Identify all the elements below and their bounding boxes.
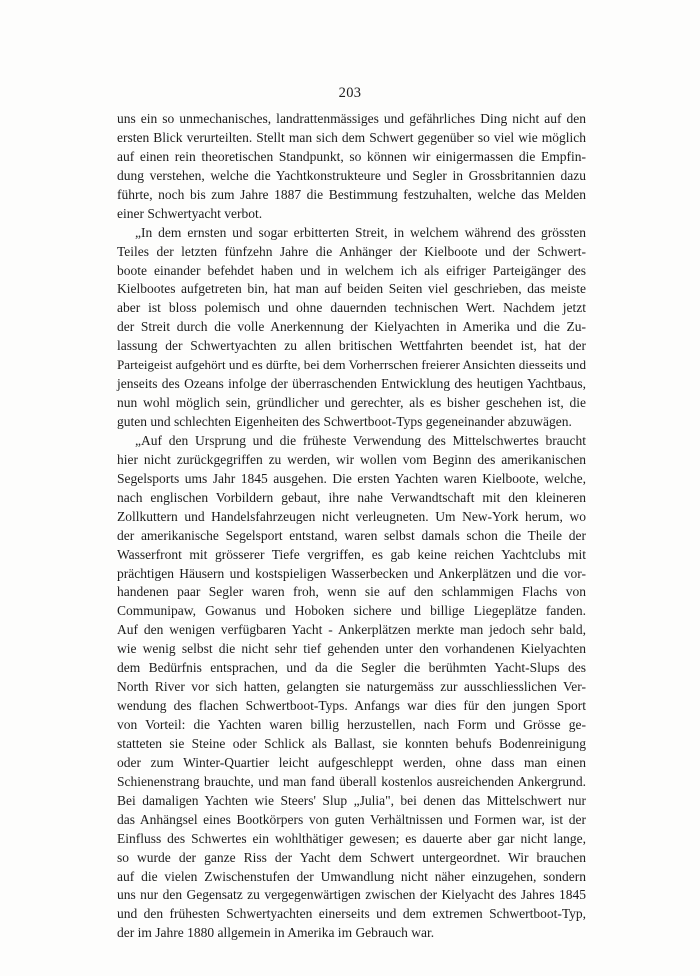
text-line: wie wenig selbst die nicht sehr tief gehenden unter den vorhandenen Kielyachten xyxy=(117,641,586,657)
text-line: Schienenstrang brauchte, und man fand überall kostenlos ausreichenden Ankergrund. xyxy=(117,773,586,789)
text-line: der im Jahre 1880 allgemein in Amerika im Gebrauch war. xyxy=(117,925,435,941)
text-line: Communipaw, Gowanus und Hoboken sichere und billige Liegeplätze fanden. xyxy=(117,603,586,619)
text-line: der Streit durch die volle Anerkennung der Kielyachten in Amerika und die Zu- xyxy=(117,319,586,335)
text-line: nach englischen Vorbildern gebaut, ihre nahe Verwandtschaft mit den kleineren xyxy=(117,489,586,505)
text-line: prächtigen Häusern und kostspieligen Wasserbecken und Ankerplätzen und die vor- xyxy=(117,565,586,581)
text-line: statteten sie Steine oder Schlick als Ballast, sie konnten behufs Bodenreinigung xyxy=(117,735,586,751)
text-line: Einfluss des Schwertes ein wohlthätiger gewesen; es dauerte aber gar nicht lange, xyxy=(117,830,586,846)
text-line: so wurde der ganze Riss der Yacht dem Schwert untergeordnet. Wir brauchen xyxy=(117,849,586,865)
text-line: dung verstehen, welche die Yachtkonstrukteure und Segler in Grossbritannien dazu xyxy=(117,167,586,183)
body-text xyxy=(117,110,586,943)
text-line: „In dem ernsten und sogar erbitterten Streit, in welchem während des grössten xyxy=(135,224,586,240)
text-line: lassung der Schwertyachten zu allen britischen Wettfahrten beendet ist, hat der xyxy=(117,338,586,354)
text-line: Wasserfront mit grösserer Tiefe vergriffen, es gab keine reichen Yachtclubs mit xyxy=(117,546,586,562)
text-line: Zollkuttern und Handelsfahrzeugen nicht verleugneten. Um New-York herum, wo xyxy=(117,508,586,524)
text-line: und den frühesten Schwertyachten einerseits und dem extremen Schwertboot-Typ, xyxy=(117,906,586,922)
text-line: jenseits des Ozeans infolge der überraschenden Entwicklung des heutigen Yachtbaus, xyxy=(117,376,586,392)
text-line: North River vor sich hatten, gelangten sie naturgemäss zur ausschliesslichen Ver- xyxy=(117,679,586,695)
text-line: Segelsports ums Jahr 1845 ausgehen. Die ersten Yachten waren Kielboote, welche, xyxy=(117,470,586,486)
text-line: der amerikanische Segelsport entstand, waren selbst damals schon die Theile der xyxy=(117,527,586,543)
text-line: Bei damaligen Yachten wie Steers' Slup „Julia", bei denen das Mittelschwert nur xyxy=(117,792,586,808)
text-line: Kielbootes aufgetreten bin, hat man auf beiden Seiten viel geschrieben, das meiste xyxy=(117,281,586,297)
text-line: uns nur den Gegensatz zu vergegenwärtigen zwischen der Kielyacht des Jahres 1845 xyxy=(117,887,586,903)
text-line: dem Bedürfnis entsprachen, und da die Segler die berühmten Yacht-Slups des xyxy=(117,660,586,676)
text-line: handenen paar Segler waren froh, wenn sie auf den schlammigen Flachs von xyxy=(117,584,586,600)
text-line: „Auf den Ursprung und die früheste Verwendung des Mittelschwertes braucht xyxy=(135,432,586,448)
text-line: boote einander befehdet haben und in welchem ich als eifriger Parteigänger des xyxy=(117,262,586,278)
page-number: 203 xyxy=(338,85,362,101)
text-line: von Vorteil: die Yachten waren billig herzustellen, nach Form und Grösse ge- xyxy=(117,717,586,732)
text-line: guten und schlechten Eigenheiten des Schwertboot-Typs gegeneinander abzuwägen. xyxy=(117,414,572,429)
text-line: aber ist bloss polemisch und ohne dauernden technischen Wert. Nachdem jetzt xyxy=(117,300,586,316)
text-line: ersten Blick verurteilten. Stellt man sich dem Schwert gegenüber so viel wie möglich xyxy=(117,129,586,145)
text-line: wendung des flachen Schwertboot-Typs. Anfangs war dies für den jungen Sport xyxy=(117,698,586,714)
text-line: oder zum Winter-Quartier leicht aufgeschleppt werden, ohne dass man einen xyxy=(117,754,586,770)
text-line: Auf den wenigen verfügbaren Yacht - Ankerplätzen merkte man jedoch sehr bald, xyxy=(117,622,586,638)
text-line: das Anhängsel eines Bootkörpers von guten Verhältnissen und Formen war, ist der xyxy=(117,811,586,827)
text-line: uns ein so unmechanisches, landrattenmässiges und gefährliches Ding nicht auf den xyxy=(117,111,586,126)
text-line: Parteigeist aufgehört und es dürfte, bei dem Vorherrschen freierer Ansichten diesseits und xyxy=(117,357,586,373)
text-line: hier nicht zurückgegriffen zu werden, wir wollen vom Beginn des amerikanischen xyxy=(117,451,586,467)
text-line: auf die vielen Zwischenstufen der Umwandlung nicht näher einzugehen, sondern xyxy=(117,868,586,884)
text-line: einer Schwertyacht verbot. xyxy=(117,205,263,221)
text-line: Teiles der letzten fünfzehn Jahre die Anhänger der Kielboote und der Schwert- xyxy=(117,243,586,259)
text-line: nun wohl möglich sein, gründlicher und gerechter, als es bisher geschehen ist, die xyxy=(117,395,586,411)
text-line: auf einen rein theoretischen Standpunkt, so können wir einigermassen die Empfin- xyxy=(117,148,586,164)
text-line: führte, noch bis zum Jahre 1887 die Bestimmung festzuhalten, welche das Melden xyxy=(117,186,586,202)
